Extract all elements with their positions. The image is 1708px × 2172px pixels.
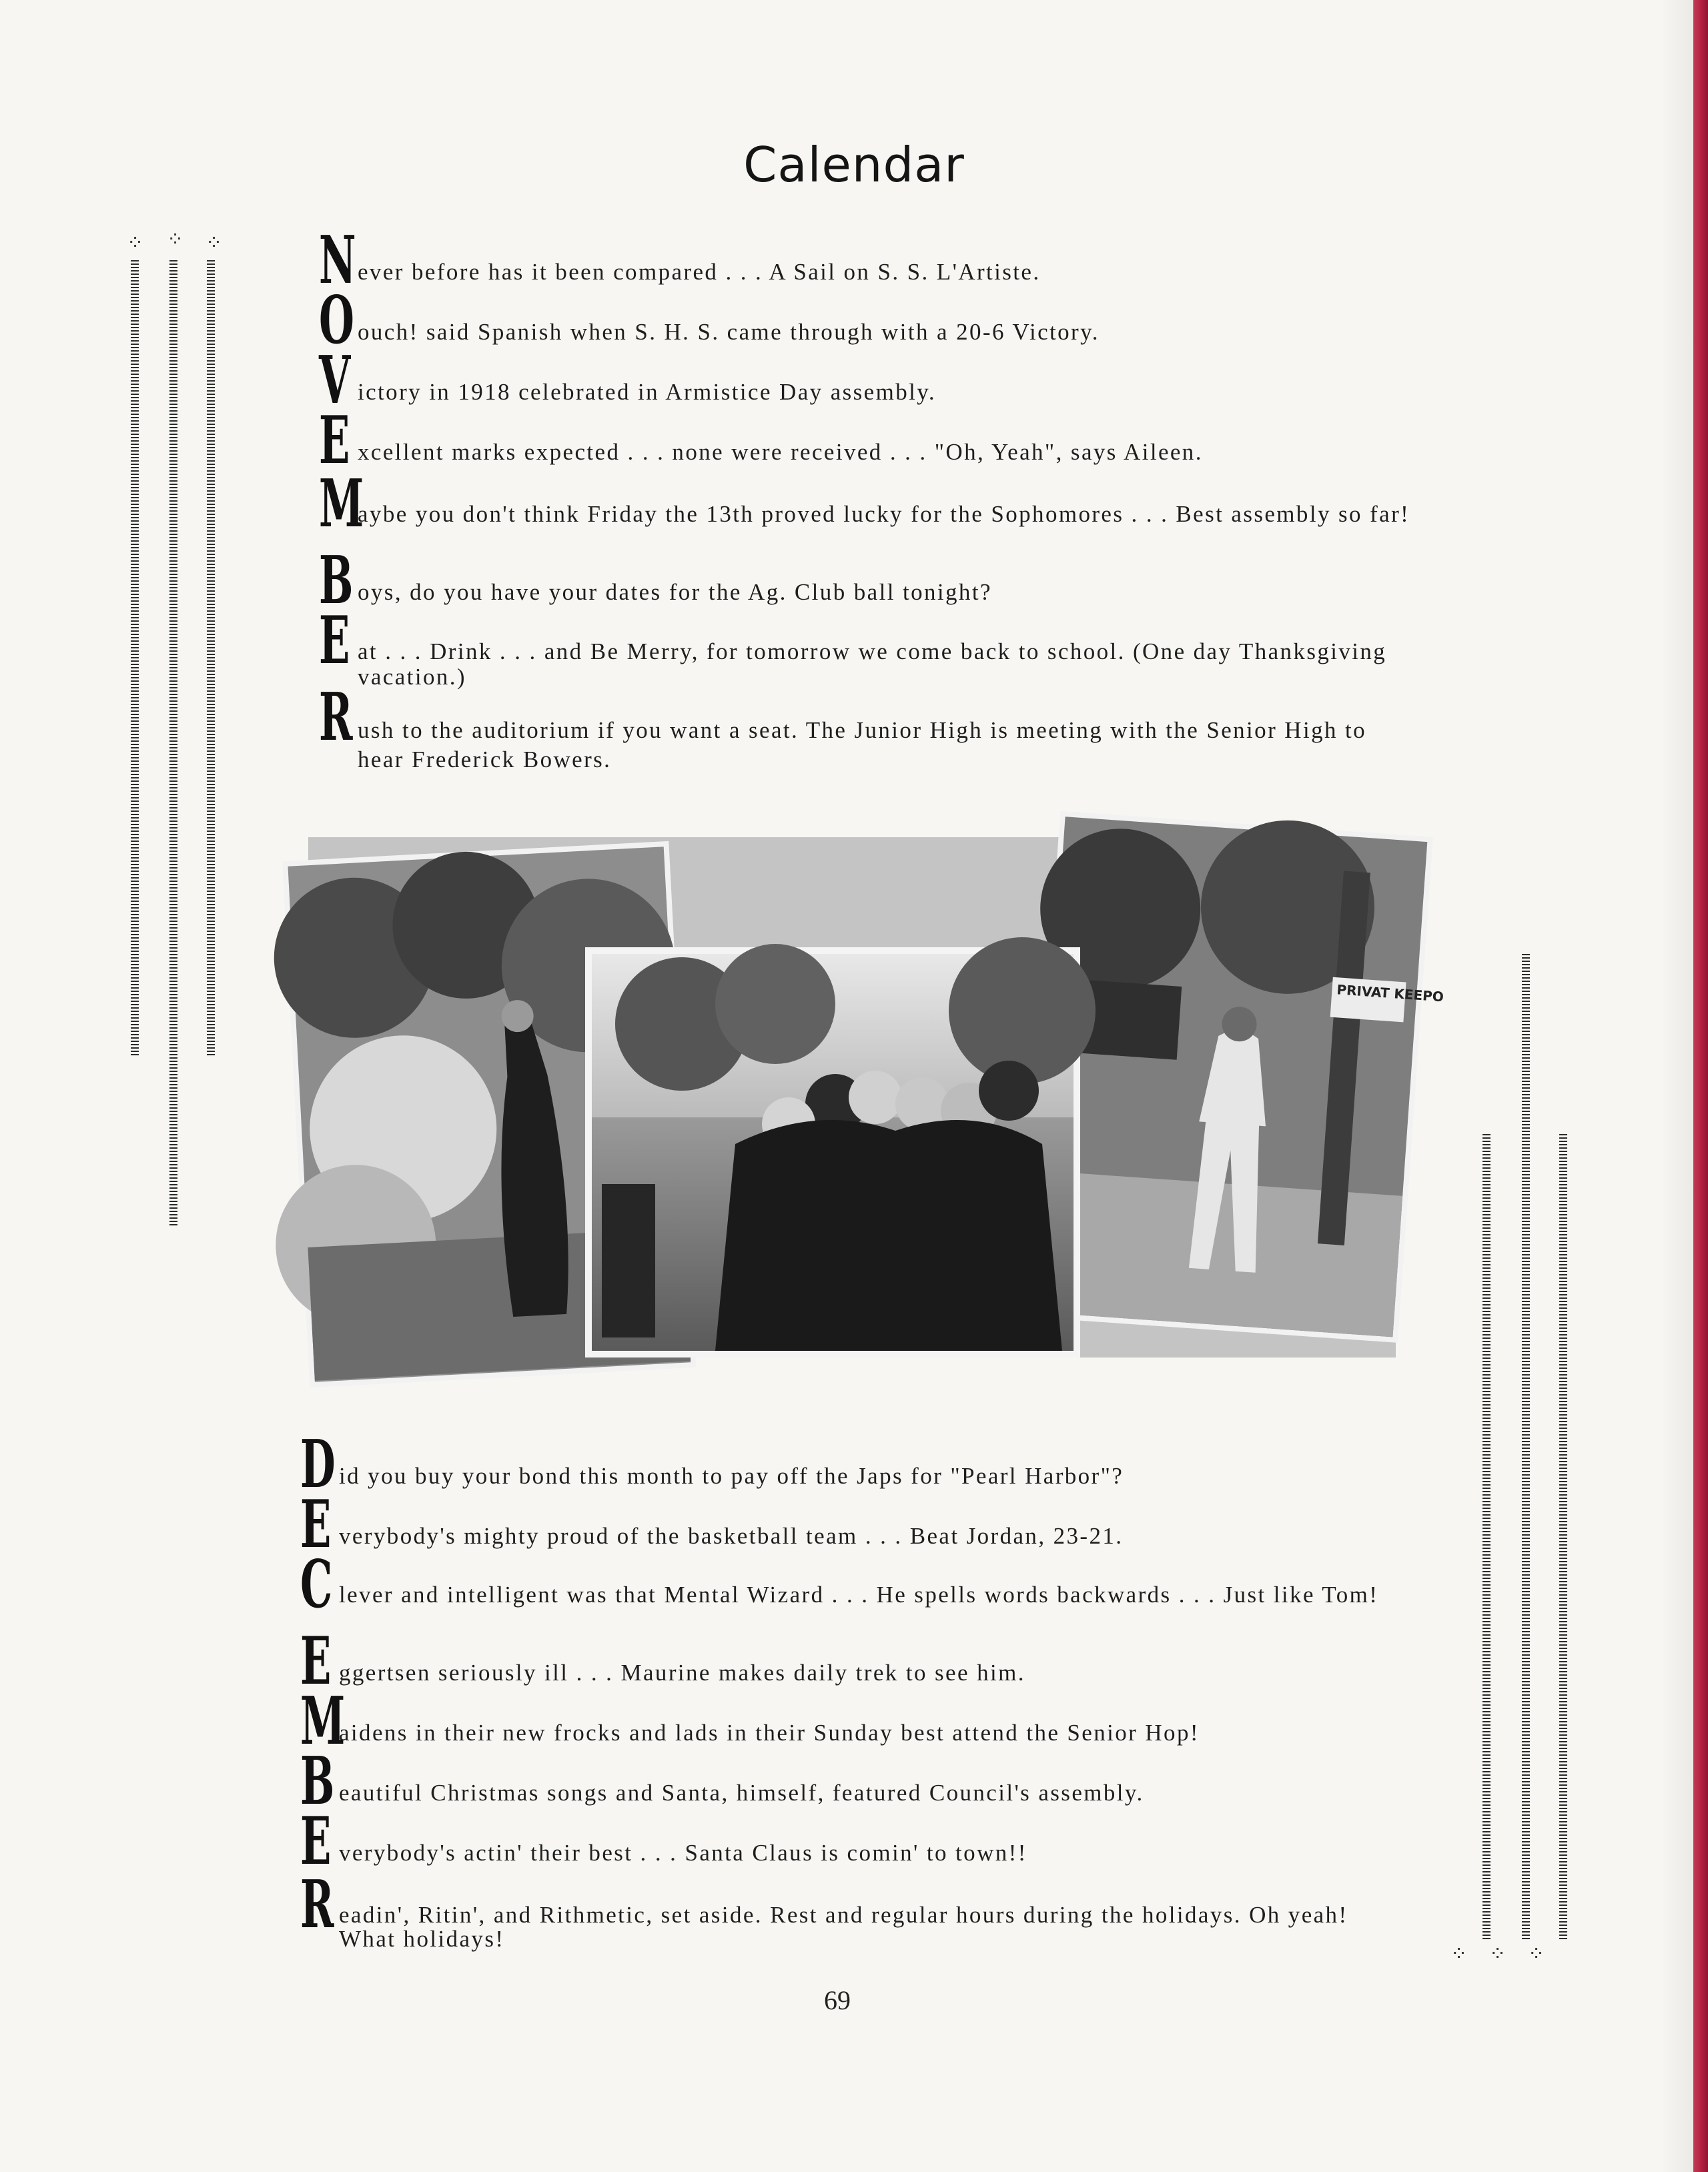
drop-initial: B: [300, 1743, 335, 1820]
calendar-entry: [300, 1866, 1394, 1952]
decorative-line: [131, 260, 139, 1057]
photo-montage: [308, 837, 1444, 1358]
entry-text: ictory in 1918 celebrated in Armistice Day assembly.: [358, 379, 937, 405]
entry-text: aybe you don't think Friday the 13th proved lucky for the Sophomores . . . Best assembly so far!: [358, 501, 1410, 527]
drop-initial: R: [319, 679, 353, 756]
calendar-entry: [300, 1426, 1394, 1503]
page-title: Calendar: [743, 137, 965, 193]
drop-initial: C: [300, 1546, 333, 1623]
drop-initial: E: [300, 1486, 332, 1563]
entry-text: verybody's actin' their best . . . Santa Claus is comin' to town!!: [339, 1840, 1027, 1866]
decorative-line: [1522, 954, 1530, 1941]
calendar-entry: [300, 1743, 1394, 1820]
entry-text: eadin', Ritin', and Rithmetic, set aside. Rest and regular hours during the holidays. Oh yeah! What holidays!: [339, 1902, 1348, 1952]
entry-text: ggertsen seriously ill . . . Maurine makes daily trek to see him.: [339, 1660, 1025, 1686]
entry-text: xcellent marks expected . . . none were received . . . "Oh, Yeah", says Aileen.: [358, 439, 1203, 465]
drop-initial: E: [300, 1623, 332, 1700]
photo-group-of-students: [585, 937, 1096, 1358]
page-edge: [1693, 0, 1708, 2172]
entry-text: ush to the auditorium if you want a seat. The Junior High is meeting with the Senior High to hear Frederick Bowers.: [358, 717, 1367, 772]
drop-initial: O: [319, 282, 354, 359]
calendar-entry: [319, 342, 1413, 419]
page-number: 69: [824, 1985, 851, 2015]
calendar-entry: [319, 222, 1413, 299]
calendar-entry: [300, 1683, 1394, 1760]
calendar-entry: [319, 466, 1413, 542]
entry-text: oys, do you have your dates for the Ag. Club ball tonight?: [358, 579, 992, 605]
ornament-icon: ⁘: [127, 231, 144, 255]
entry-text: lever and intelligent was that Mental Wizard . . . He spells words backwards . . . Just like Tom!: [339, 1582, 1379, 1608]
drop-initial: N: [319, 222, 356, 299]
drop-initial: E: [319, 602, 350, 679]
sign-text: PRIVAT KEEPO: [1336, 981, 1444, 1005]
calendar-entry: [319, 542, 1413, 619]
calendar-entry: [319, 602, 1413, 690]
calendar-entry: [319, 679, 1413, 774]
ornament-icon: ⁘: [1528, 1943, 1545, 1966]
decorative-line: [1482, 1134, 1490, 1941]
drop-initial: E: [319, 402, 350, 479]
entry-text: verybody's mighty proud of the basketball team . . . Beat Jordan, 23-21.: [339, 1523, 1124, 1549]
drop-initial: M: [319, 466, 364, 542]
entry-text: at . . . Drink . . . and Be Merry, for tomorrow we come back to school. (One day Thanksgiving vacation.): [358, 638, 1387, 690]
calendar-entry: [319, 282, 1413, 359]
drop-initial: M: [300, 1683, 346, 1760]
ornament-icon: ⁘: [205, 231, 223, 255]
calendar-entry: [300, 1803, 1394, 1880]
drop-initial: R: [300, 1866, 334, 1943]
ornament-icon: ⁘: [1489, 1943, 1507, 1966]
page-gutter-shade: [1660, 0, 1693, 2172]
decorative-line: [207, 260, 215, 1057]
drop-initial: D: [300, 1426, 336, 1503]
drop-initial: V: [319, 342, 351, 419]
calendar-entry: [300, 1486, 1394, 1563]
drop-initial: E: [300, 1803, 332, 1880]
decorative-line: [1559, 1134, 1567, 1941]
entry-text: ouch! said Spanish when S. H. S. came through with a 20-6 Victory.: [358, 319, 1100, 345]
entry-text: aidens in their new frocks and lads in their Sunday best attend the Senior Hop!: [339, 1720, 1200, 1746]
drop-initial: B: [319, 542, 354, 619]
calendar-entry: [300, 1546, 1394, 1623]
ornament-icon: ⁘: [167, 228, 184, 251]
decorative-line: [169, 260, 177, 1227]
ornament-icon: ⁘: [1450, 1943, 1468, 1966]
entry-text: id you buy your bond this month to pay off the Japs for "Pearl Harbor"?: [339, 1463, 1124, 1489]
photo-montage-svg: [308, 837, 1444, 1358]
calendar-entry: [319, 402, 1413, 479]
entry-text: eautiful Christmas songs and Santa, himself, featured Council's assembly.: [339, 1780, 1144, 1806]
entry-text: ever before has it been compared . . . A Sail on S. S. L'Artiste.: [358, 259, 1041, 285]
calendar-entry: [300, 1623, 1394, 1700]
